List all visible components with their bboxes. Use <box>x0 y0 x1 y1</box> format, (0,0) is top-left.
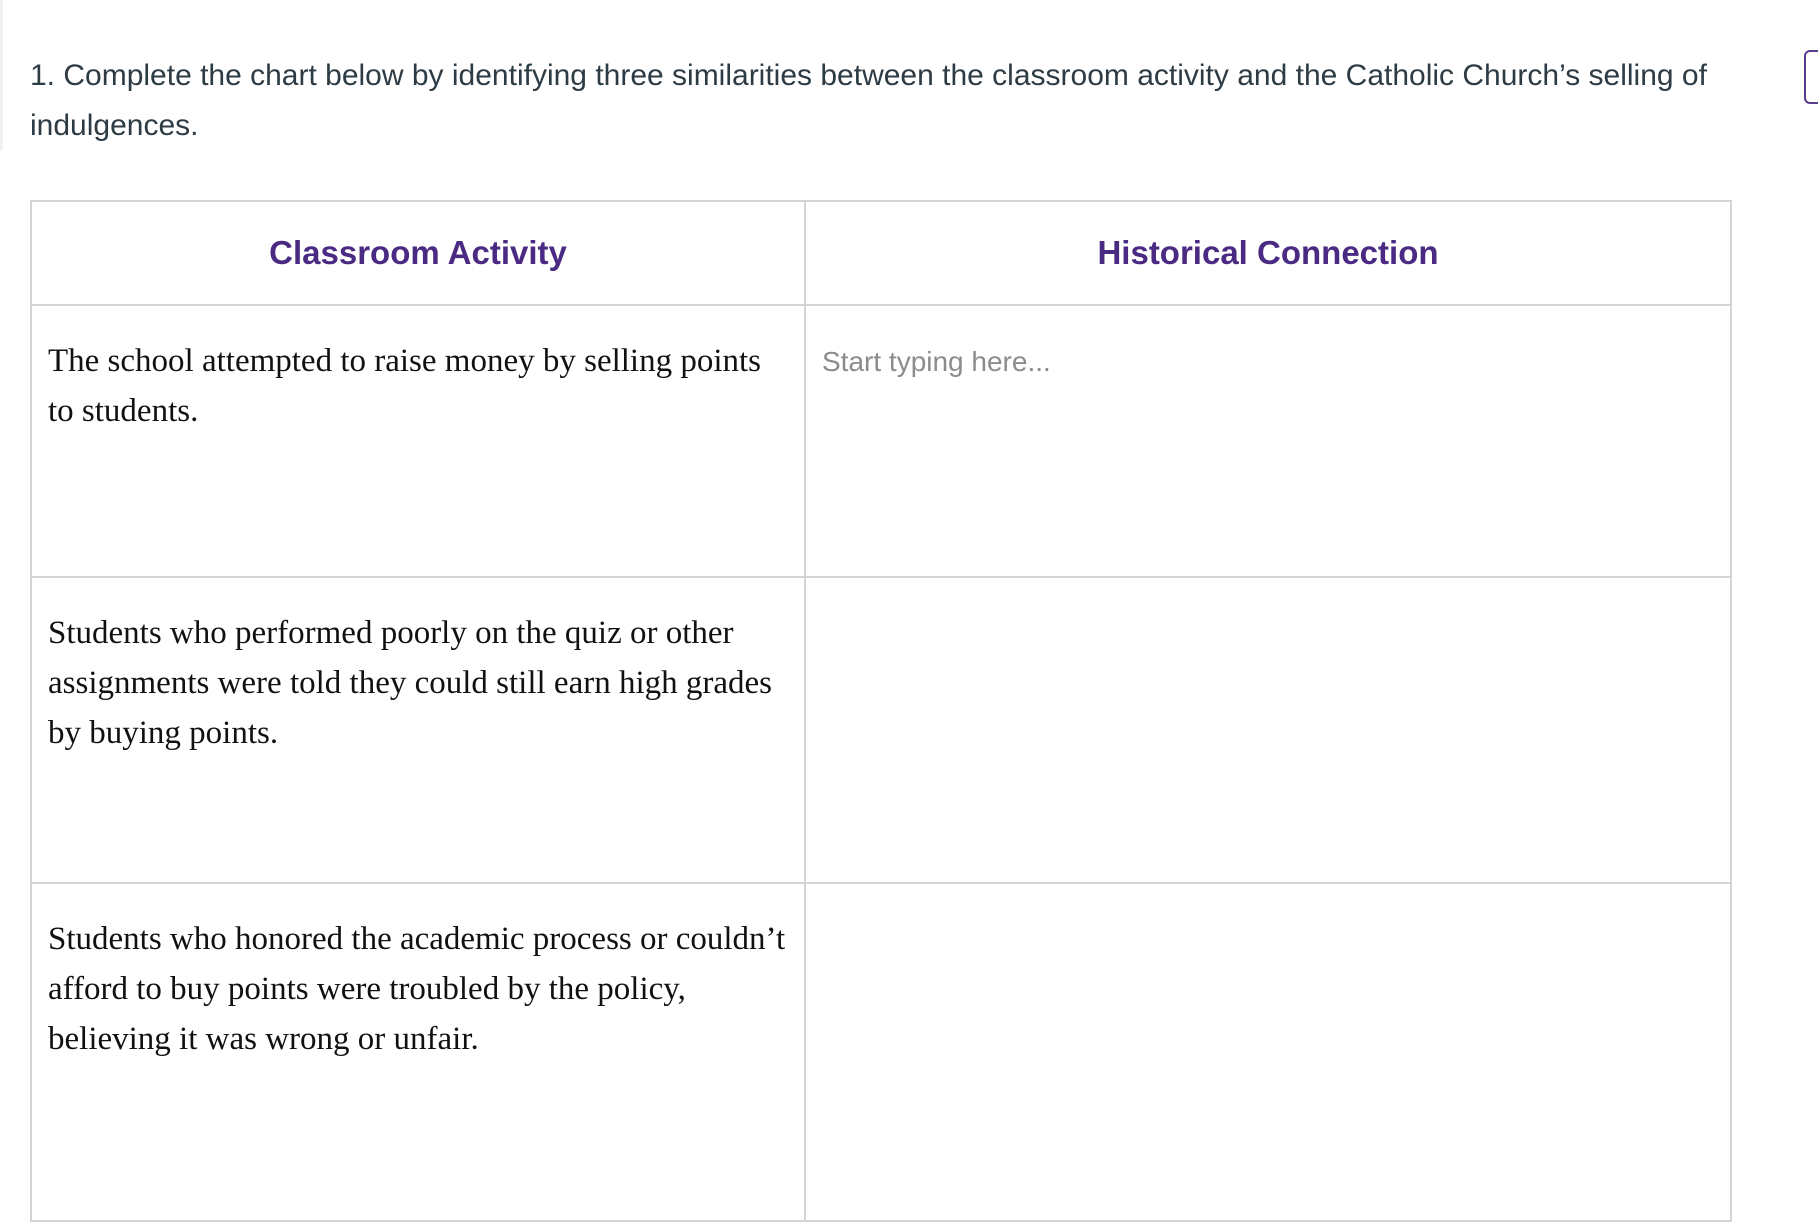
header-historical-connection: Historical Connection <box>805 201 1731 305</box>
left-edge-strip <box>0 0 3 150</box>
table-row <box>31 305 1731 577</box>
table-row <box>31 577 1731 883</box>
historical-connection-cell <box>805 577 1731 883</box>
historical-connection-cell <box>805 883 1731 1221</box>
classroom-activity-cell: The school attempted to raise money by selling points to students. <box>31 305 805 577</box>
side-panel-button[interactable] <box>1804 50 1818 104</box>
historical-connection-input[interactable] <box>806 578 1730 882</box>
classroom-activity-cell: Students who performed poorly on the quiz or other assignments were told they could still earn high grades by buying points. <box>31 577 805 883</box>
chart-header-row <box>31 201 1731 305</box>
historical-connection-input[interactable] <box>806 306 1730 576</box>
similarities-chart <box>30 200 1732 1222</box>
header-classroom-activity: Classroom Activity <box>31 201 805 305</box>
classroom-activity-cell: Students who honored the academic process or couldn’t afford to buy points were troubled by the policy, believing it was wrong or unfair. <box>31 883 805 1221</box>
question-prompt: 1. Complete the chart below by identifying three similarities between the classroom activity and the Catholic Church’s selling of indulgences. <box>30 59 1707 142</box>
historical-connection-input[interactable] <box>806 884 1730 1220</box>
table-row <box>31 883 1731 1221</box>
historical-connection-cell <box>805 305 1731 577</box>
